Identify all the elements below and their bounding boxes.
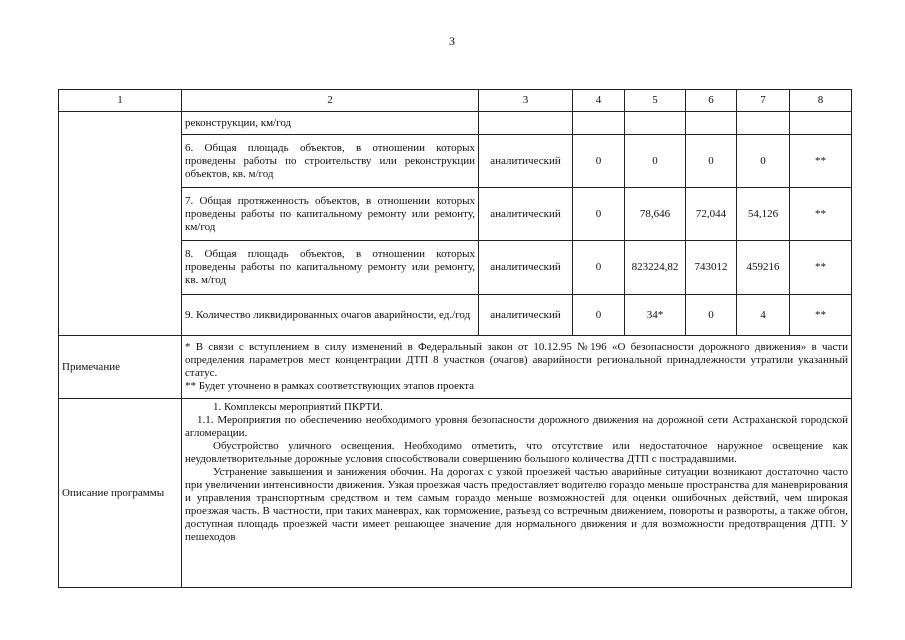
value-cell: 54,126 [737,188,790,241]
note-row [59,336,852,399]
header-cell: 3 [479,90,573,112]
header-cell: 6 [686,90,737,112]
indicator-description: реконструкции, км/год [182,112,479,135]
indicator-description: 8. Общая площадь объектов, в отношении которых проведены работы по капитальному ремонту или ремонту, кв. м/год [182,241,479,295]
value-cell: 34* [625,295,686,336]
value-cell: 0 [625,135,686,188]
program-content [182,399,852,588]
value-cell: 743012 [686,241,737,295]
program-row [59,399,852,588]
label-cell-empty [59,112,182,336]
value-cell: 0 [573,188,625,241]
program-paragraph: 1. Комплексы мероприятий ПКРТИ. [213,401,383,413]
value-cell: ** [790,135,852,188]
table-row [59,112,852,135]
value-cell [573,112,625,135]
value-cell: 72,044 [686,188,737,241]
header-cell: 1 [59,90,182,112]
value-cell [737,112,790,135]
note-content [182,336,852,399]
value-cell: 0 [686,135,737,188]
value-cell: 0 [573,241,625,295]
value-cell: 823224,82 [625,241,686,295]
value-cell: 459216 [737,241,790,295]
header-row [59,90,852,112]
header-cell: 4 [573,90,625,112]
program-paragraph: 1.1. Мероприятия по обеспечению необходимого уровня безопасности дорожного движения на дорожной сети Астраханской городской агломерации. [185,414,848,439]
method-cell: аналитический [479,188,573,241]
program-label: Описание программы [59,399,182,588]
indicator-description: 6. Общая площадь объектов, в отношении которых проведены работы по строительству или реконструкции объектов, кв. м/год [182,135,479,188]
value-cell: 4 [737,295,790,336]
program-paragraph: Устранение завышения и занижения обочин. На дорогах с узкой проезжей частью аварийные ситуации возникают достаточно часто при увеличении интенсивности движения. Узкая проезжая часть предоставляет водителю гораздо меньше пространства для маневрирования и управления транспортным средством и тем самым гораздо меньше возможностей для оценки ошибочных действий, чем широкая проезжая часть. В частности, при таких маневрах, как торможение, разъезд со встречным движением, повороты и развороты, а также обгон, доступная площадь проезжей части имеет решающее значение для нормального движения и для возможности предотвращения ДТП. У пешеходов [185,466,848,543]
value-cell: ** [790,295,852,336]
value-cell [686,112,737,135]
value-cell: 0 [686,295,737,336]
value-cell: ** [790,188,852,241]
document-table [58,89,852,588]
value-cell [790,112,852,135]
program-paragraph: Обустройство уличного освещения. Необходимо отметить, что отсутствие или недостаточное наружное освещение как неудовлетворительные дорожные условия способствовали совершению большого количества ДТП с пострадавшими. [185,440,848,465]
page-number: 3 [449,34,455,48]
value-cell: 78,646 [625,188,686,241]
method-cell [479,112,573,135]
header-cell: 5 [625,90,686,112]
note-label: Примечание [59,336,182,399]
indicator-description: 7. Общая протяженность объектов, в отношении которых проведены работы по капитальному ремонту или ремонту, км/год [182,188,479,241]
value-cell: 0 [573,295,625,336]
value-cell: 0 [573,135,625,188]
note-line-1: * В связи с вступлением в силу изменений в Федеральный закон от 10.12.95 №196 «О безопасности дорожного движения» в части определения параметров мест концентрации ДТП 8 участков (очагов) аварийности региональной принадлежности утратили указанный статус. [185,341,848,379]
header-cell: 8 [790,90,852,112]
header-cell: 7 [737,90,790,112]
method-cell: аналитический [479,135,573,188]
method-cell: аналитический [479,295,573,336]
value-cell: ** [790,241,852,295]
value-cell [625,112,686,135]
note-line-2: ** Будет уточнено в рамках соответствующих этапов проекта [185,380,475,392]
method-cell: аналитический [479,241,573,295]
indicator-description: 9. Количество ликвидированных очагов аварийности, ед./год [182,295,479,336]
value-cell: 0 [737,135,790,188]
header-cell: 2 [182,90,479,112]
